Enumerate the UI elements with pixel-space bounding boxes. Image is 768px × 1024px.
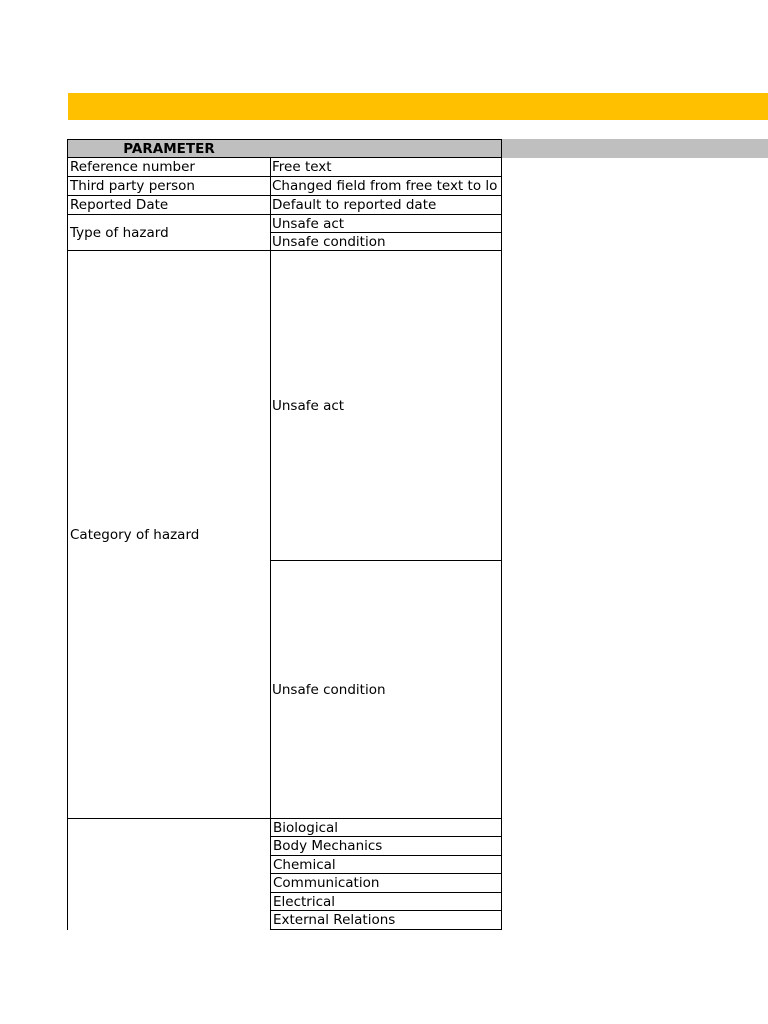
- param-reference-number: Reference number: [67, 158, 271, 177]
- list-item: External Relations: [270, 911, 502, 930]
- list-item: Communication: [270, 874, 502, 893]
- list-item: Electrical: [270, 893, 502, 911]
- value-reference-number: Free text: [270, 158, 502, 177]
- header-value: [270, 139, 502, 158]
- list-item: Biological: [270, 819, 502, 837]
- param-hazard-list: [67, 819, 271, 930]
- value-category-unsafe-act: Unsafe act: [270, 251, 502, 561]
- header-parameter: PARAMETER: [67, 139, 271, 158]
- param-type-of-hazard: Type of hazard: [67, 215, 271, 251]
- value-third-party-person: Changed field from free text to lo: [270, 177, 502, 196]
- header-fill-strip: [501, 139, 768, 158]
- param-category-of-hazard: Category of hazard: [67, 251, 271, 819]
- list-item: Chemical: [270, 856, 502, 874]
- param-reported-date: Reported Date: [67, 196, 271, 215]
- value-type-unsafe-act: Unsafe act: [270, 215, 502, 233]
- title-banner: [68, 93, 768, 120]
- value-type-unsafe-condition: Unsafe condition: [270, 233, 502, 251]
- value-category-unsafe-condition: Unsafe condition: [270, 561, 502, 819]
- list-item: Body Mechanics: [270, 837, 502, 856]
- value-reported-date: Default to reported date: [270, 196, 502, 215]
- param-third-party-person: Third party person: [67, 177, 271, 196]
